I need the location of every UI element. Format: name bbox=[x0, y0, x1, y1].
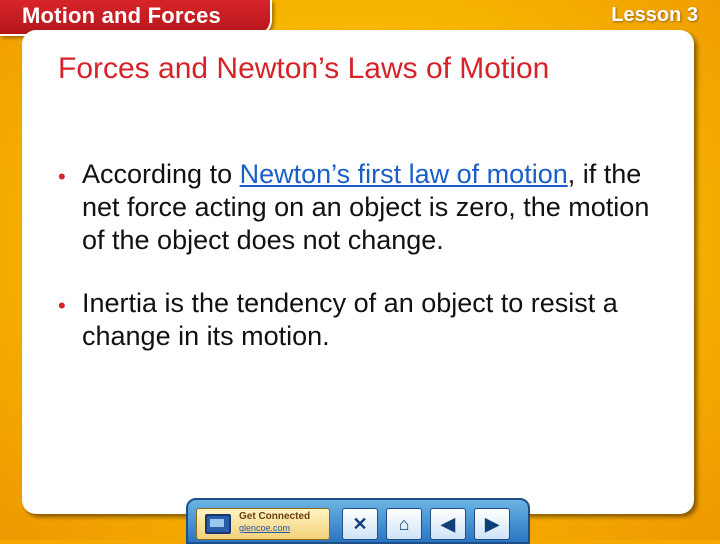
bullet-dot: • bbox=[58, 293, 66, 318]
next-button[interactable] bbox=[474, 508, 510, 540]
bullet-text: Inertia is the tendency of an object to resist a change in its motion. bbox=[82, 288, 618, 351]
newtons-first-law-link[interactable]: Newton’s first law of motion bbox=[239, 159, 568, 189]
home-icon: ⌂ bbox=[398, 513, 410, 534]
navigation-bar bbox=[186, 498, 530, 544]
get-connected-label: Get Connected bbox=[239, 511, 311, 522]
get-connected-url: glencoe.com bbox=[239, 523, 291, 533]
next-arrow-icon: ▶ bbox=[485, 513, 499, 534]
close-icon: ✕ bbox=[352, 513, 368, 534]
previous-button[interactable] bbox=[430, 508, 466, 540]
bullet-text bbox=[82, 158, 658, 257]
bullet-text-pre: According to bbox=[82, 159, 240, 189]
bullet-text-post: , if the net force acting on an object is zero, the motion of the object does not change. bbox=[82, 159, 650, 255]
previous-arrow-icon: ◀ bbox=[441, 513, 455, 534]
slide-heading: Forces and Newton’s Laws of Motion bbox=[58, 52, 550, 85]
get-connected-button[interactable] bbox=[196, 508, 330, 540]
computer-icon bbox=[205, 514, 231, 534]
slide-panel bbox=[22, 30, 694, 514]
bullet-item bbox=[58, 287, 658, 353]
close-button[interactable] bbox=[342, 508, 378, 540]
lesson-label: Lesson 3 bbox=[611, 4, 698, 26]
bullet-item bbox=[58, 158, 658, 257]
section-title: Motion and Forces bbox=[22, 3, 221, 28]
bullet-dot: • bbox=[58, 164, 66, 189]
home-button[interactable] bbox=[386, 508, 422, 540]
bullet-list bbox=[58, 158, 658, 383]
